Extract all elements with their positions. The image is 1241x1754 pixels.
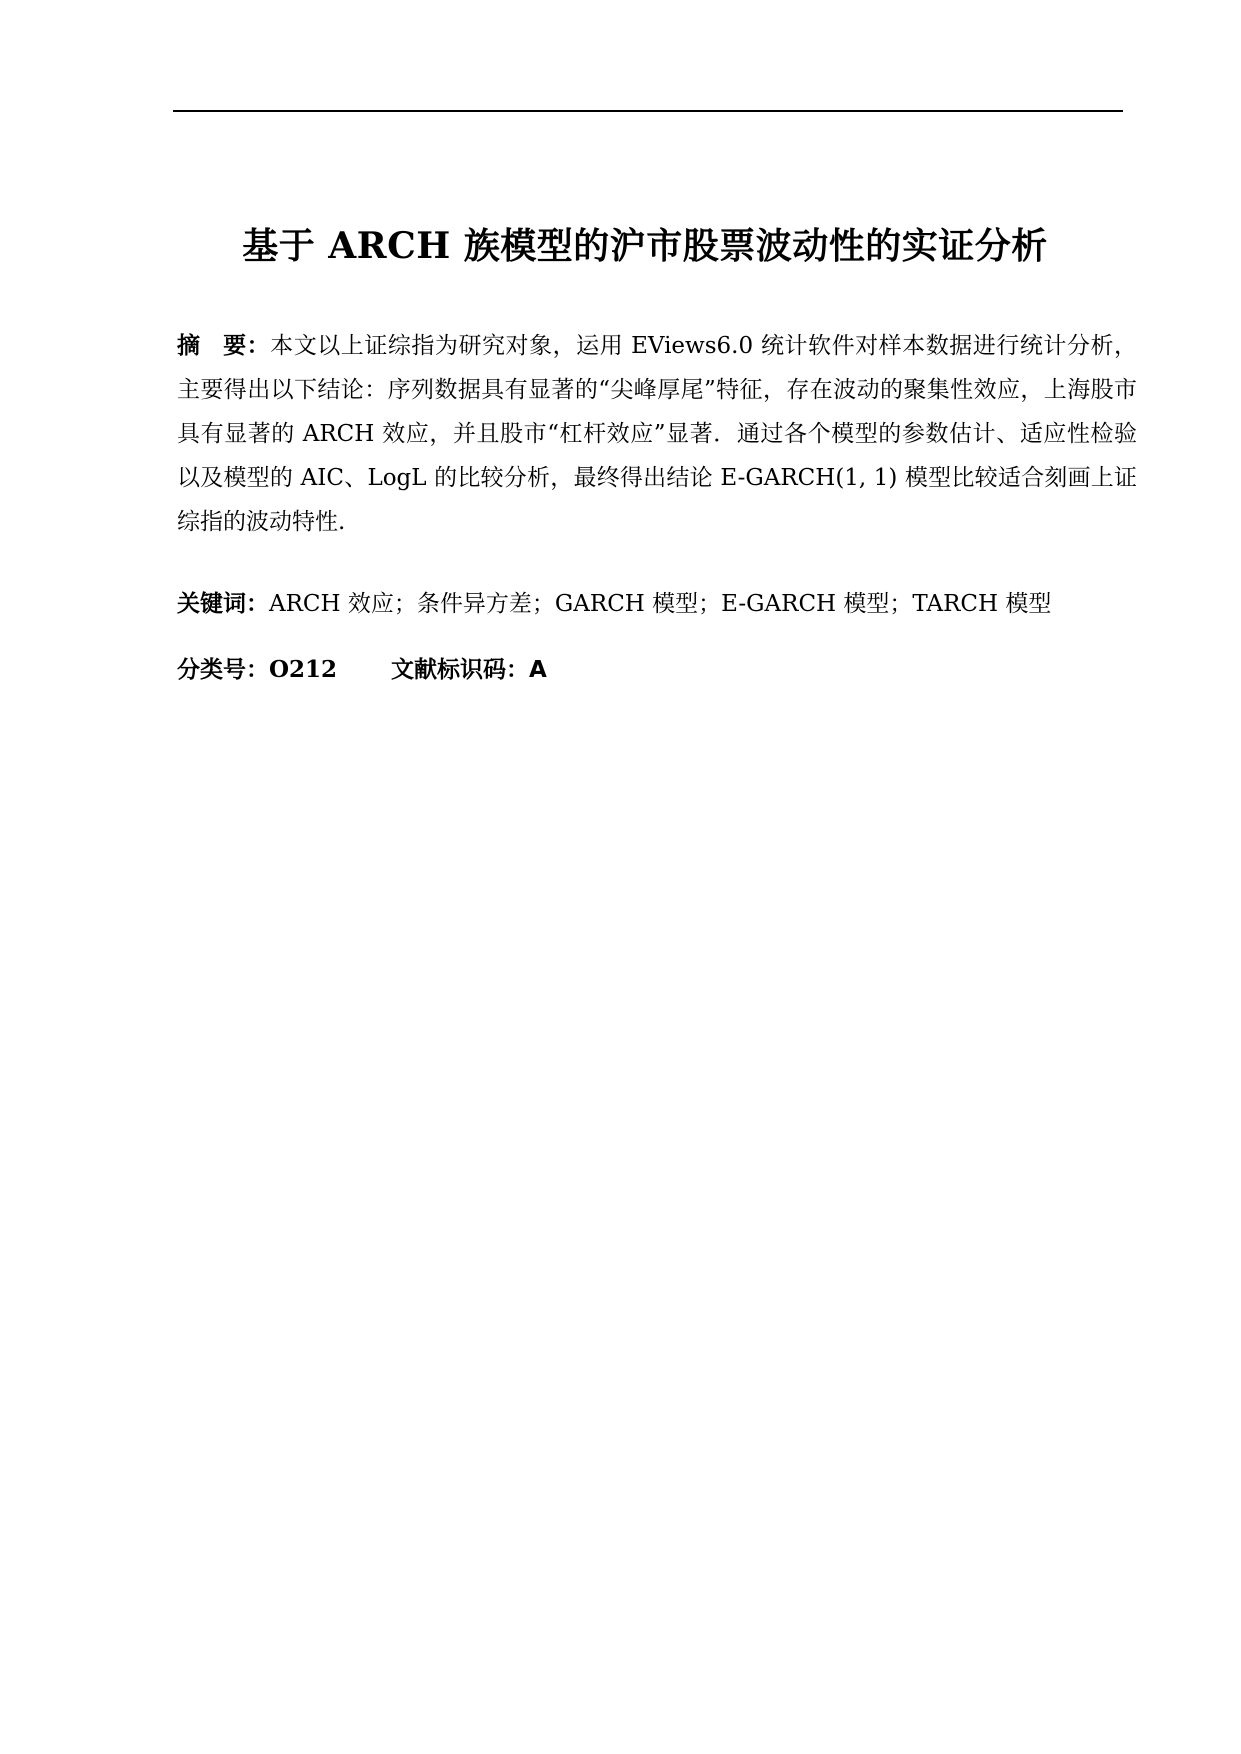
document-code-value: A xyxy=(529,657,547,683)
document-code-label: 文献标识码： xyxy=(391,657,530,683)
class-number-label: 分类号： xyxy=(177,657,269,683)
abstract-label-part2: 要： xyxy=(222,333,271,359)
keywords-line xyxy=(177,582,1137,626)
paper-title: 基于 ARCH 族模型的沪市股票波动性的实证分析 xyxy=(242,225,1048,267)
keywords-label: 关键词： xyxy=(177,591,269,617)
keywords-text: ARCH 效应；条件异方差；GARCH 模型；E-GARCH 模型；TARCH 模型 xyxy=(269,591,1052,617)
abstract-paragraph xyxy=(177,324,1137,544)
classification-line xyxy=(177,648,1137,692)
class-number-value: O212 xyxy=(269,656,338,683)
abstract-text: 本文以上证综指为研究对象，运用 EViews6.0 统计软件对样本数据进行统计分析，主要得出以下结论：序列数据具有显著的“尖峰厚尾”特征，存在波动的聚集性效应，上海股市具有显著的 ARCH 效应，并且股市“杠杆效应”显著．通过各个模型的参数估计、适应性检验以及模型的 AIC、LogL 的比较分析，最终得出结论 E-GARCH(1, 1) 模型比较适合刻画上证综指的波动特性. xyxy=(177,333,1138,535)
abstract-label-part1: 摘 xyxy=(177,333,201,359)
header-rule xyxy=(173,110,1123,112)
